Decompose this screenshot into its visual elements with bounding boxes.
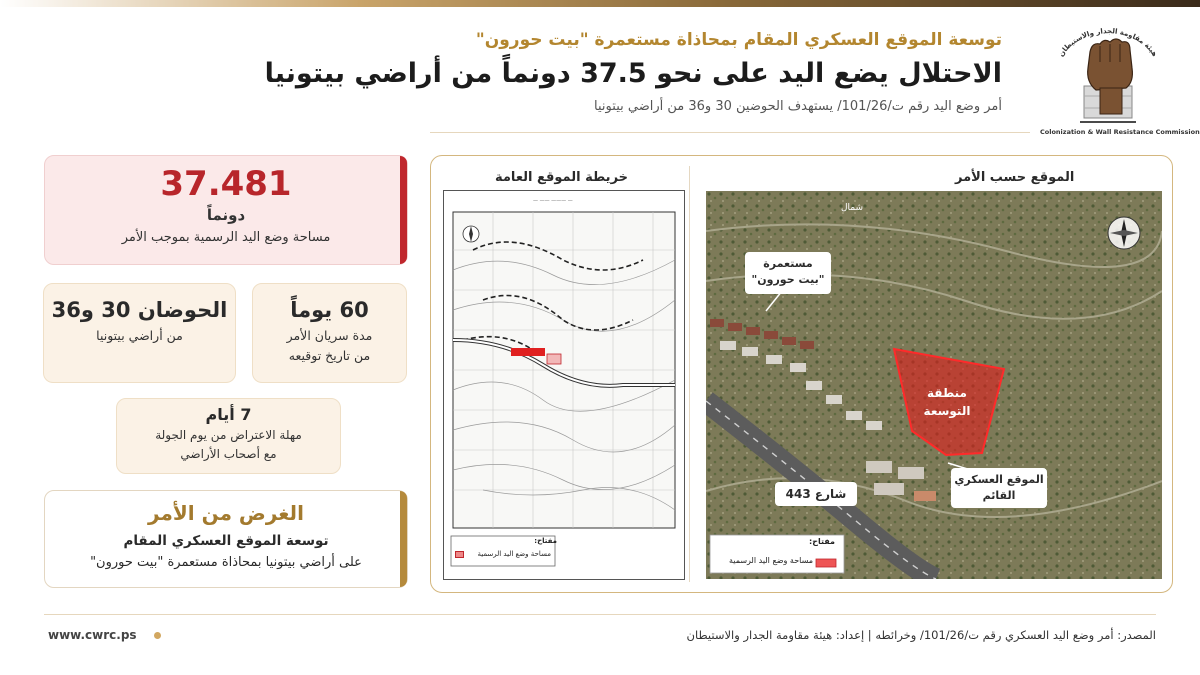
general-map-label: خريطة الموقع العامة	[495, 170, 629, 185]
top-accent-bar	[0, 0, 1200, 7]
header-divider	[430, 132, 1030, 133]
order-legend-title: مفتاح:	[809, 537, 835, 546]
expansion-line2: التوسعة	[923, 404, 971, 418]
objection-line1: مهلة الاعتراض من يوم الجولة	[155, 428, 302, 442]
general-legend-item: مساحة وضع اليد الرسمية	[477, 550, 551, 558]
kicker: توسعة الموقع العسكري المقام بمحاذاة مستعمرة "بيت حورون"	[475, 30, 1002, 50]
website-link[interactable]: www.cwrc.ps	[48, 628, 137, 642]
base-line1: الموقع العسكري	[954, 473, 1044, 486]
base-line2: القائم	[982, 489, 1016, 502]
subtitle: أمر وضع اليد رقم ت/101/26/ يستهدف الحوضين 30 و36 من أراضي بيتونيا	[594, 99, 1002, 114]
duration-value: 60 يوماً	[290, 298, 369, 322]
objection-line2: مع أصحاب الأراضي	[180, 447, 277, 461]
settlement-line1: مستعمرة	[763, 257, 813, 270]
north-label: شمال	[841, 203, 864, 213]
footer-dot-icon	[154, 632, 161, 639]
svg-text:— —— ——— —: — —— ——— —	[533, 198, 573, 204]
fist-logo-icon	[1040, 22, 1200, 142]
card-accent-bar	[400, 156, 407, 264]
order-legend-item: مساحة وضع اليد الرسمية	[728, 556, 813, 565]
area-desc: مساحة وضع اليد الرسمية بموجب الأمر	[121, 230, 331, 245]
header	[265, 30, 1002, 114]
duration-line2: من تاريخ توقيعه	[288, 348, 371, 363]
objection-value: 7 أيام	[205, 405, 252, 424]
area-stat-card	[44, 155, 408, 265]
road-label: شارع 443	[775, 482, 857, 506]
purpose-line1: توسعة الموقع العسكري المقام	[123, 533, 329, 549]
purpose-line2: على أراضي بيتونيا بمحاذاة مستعمرة "بيت حورون"	[90, 555, 362, 570]
duration-line1: مدة سريان الأمر	[286, 328, 373, 343]
general-legend-swatch	[455, 551, 464, 558]
basins-stat-card	[43, 283, 236, 383]
footer-divider	[44, 614, 1156, 615]
purpose-heading: الغرض من الأمر	[148, 501, 304, 525]
basins-desc: من أراضي بيتونيا	[96, 328, 183, 343]
source-credit: المصدر: أمر وضع اليد العسكري رقم ت/101/26/ وخرائطه | إعداد: هيئة مقاومة الجدار والاستيطان	[686, 628, 1156, 642]
purpose-card	[44, 490, 408, 588]
general-topo-map	[443, 190, 685, 580]
base-callout	[951, 468, 1047, 508]
svg-text:هيئة مقاومة الجدار والاستيطان: هيئة مقاومة الجدار والاستيطان	[1057, 27, 1159, 59]
card-accent-bar	[400, 491, 407, 587]
general-legend-title: مفتاح:	[534, 537, 557, 545]
logo-caption: Colonization & Wall Resistance Commission	[1040, 128, 1200, 136]
duration-stat-card	[252, 283, 407, 383]
order-map-label: الموقع حسب الأمر	[955, 170, 1075, 185]
maps-panel	[430, 155, 1173, 593]
basins-value: الحوضان 30 و36	[51, 298, 228, 322]
page-title: الاحتلال يضع اليد على نحو 37.5 دونماً من أراضي بيتونيا	[264, 58, 1002, 89]
map-divider	[689, 166, 690, 582]
area-value: 37.481	[160, 164, 292, 204]
settlement-callout	[745, 252, 831, 294]
expansion-label	[915, 384, 979, 420]
expansion-line1: منطقة	[927, 386, 967, 400]
objection-stat-card	[116, 398, 341, 474]
settlement-line2: "بيت حورون"	[751, 273, 825, 286]
area-unit: دونماً	[206, 206, 246, 224]
